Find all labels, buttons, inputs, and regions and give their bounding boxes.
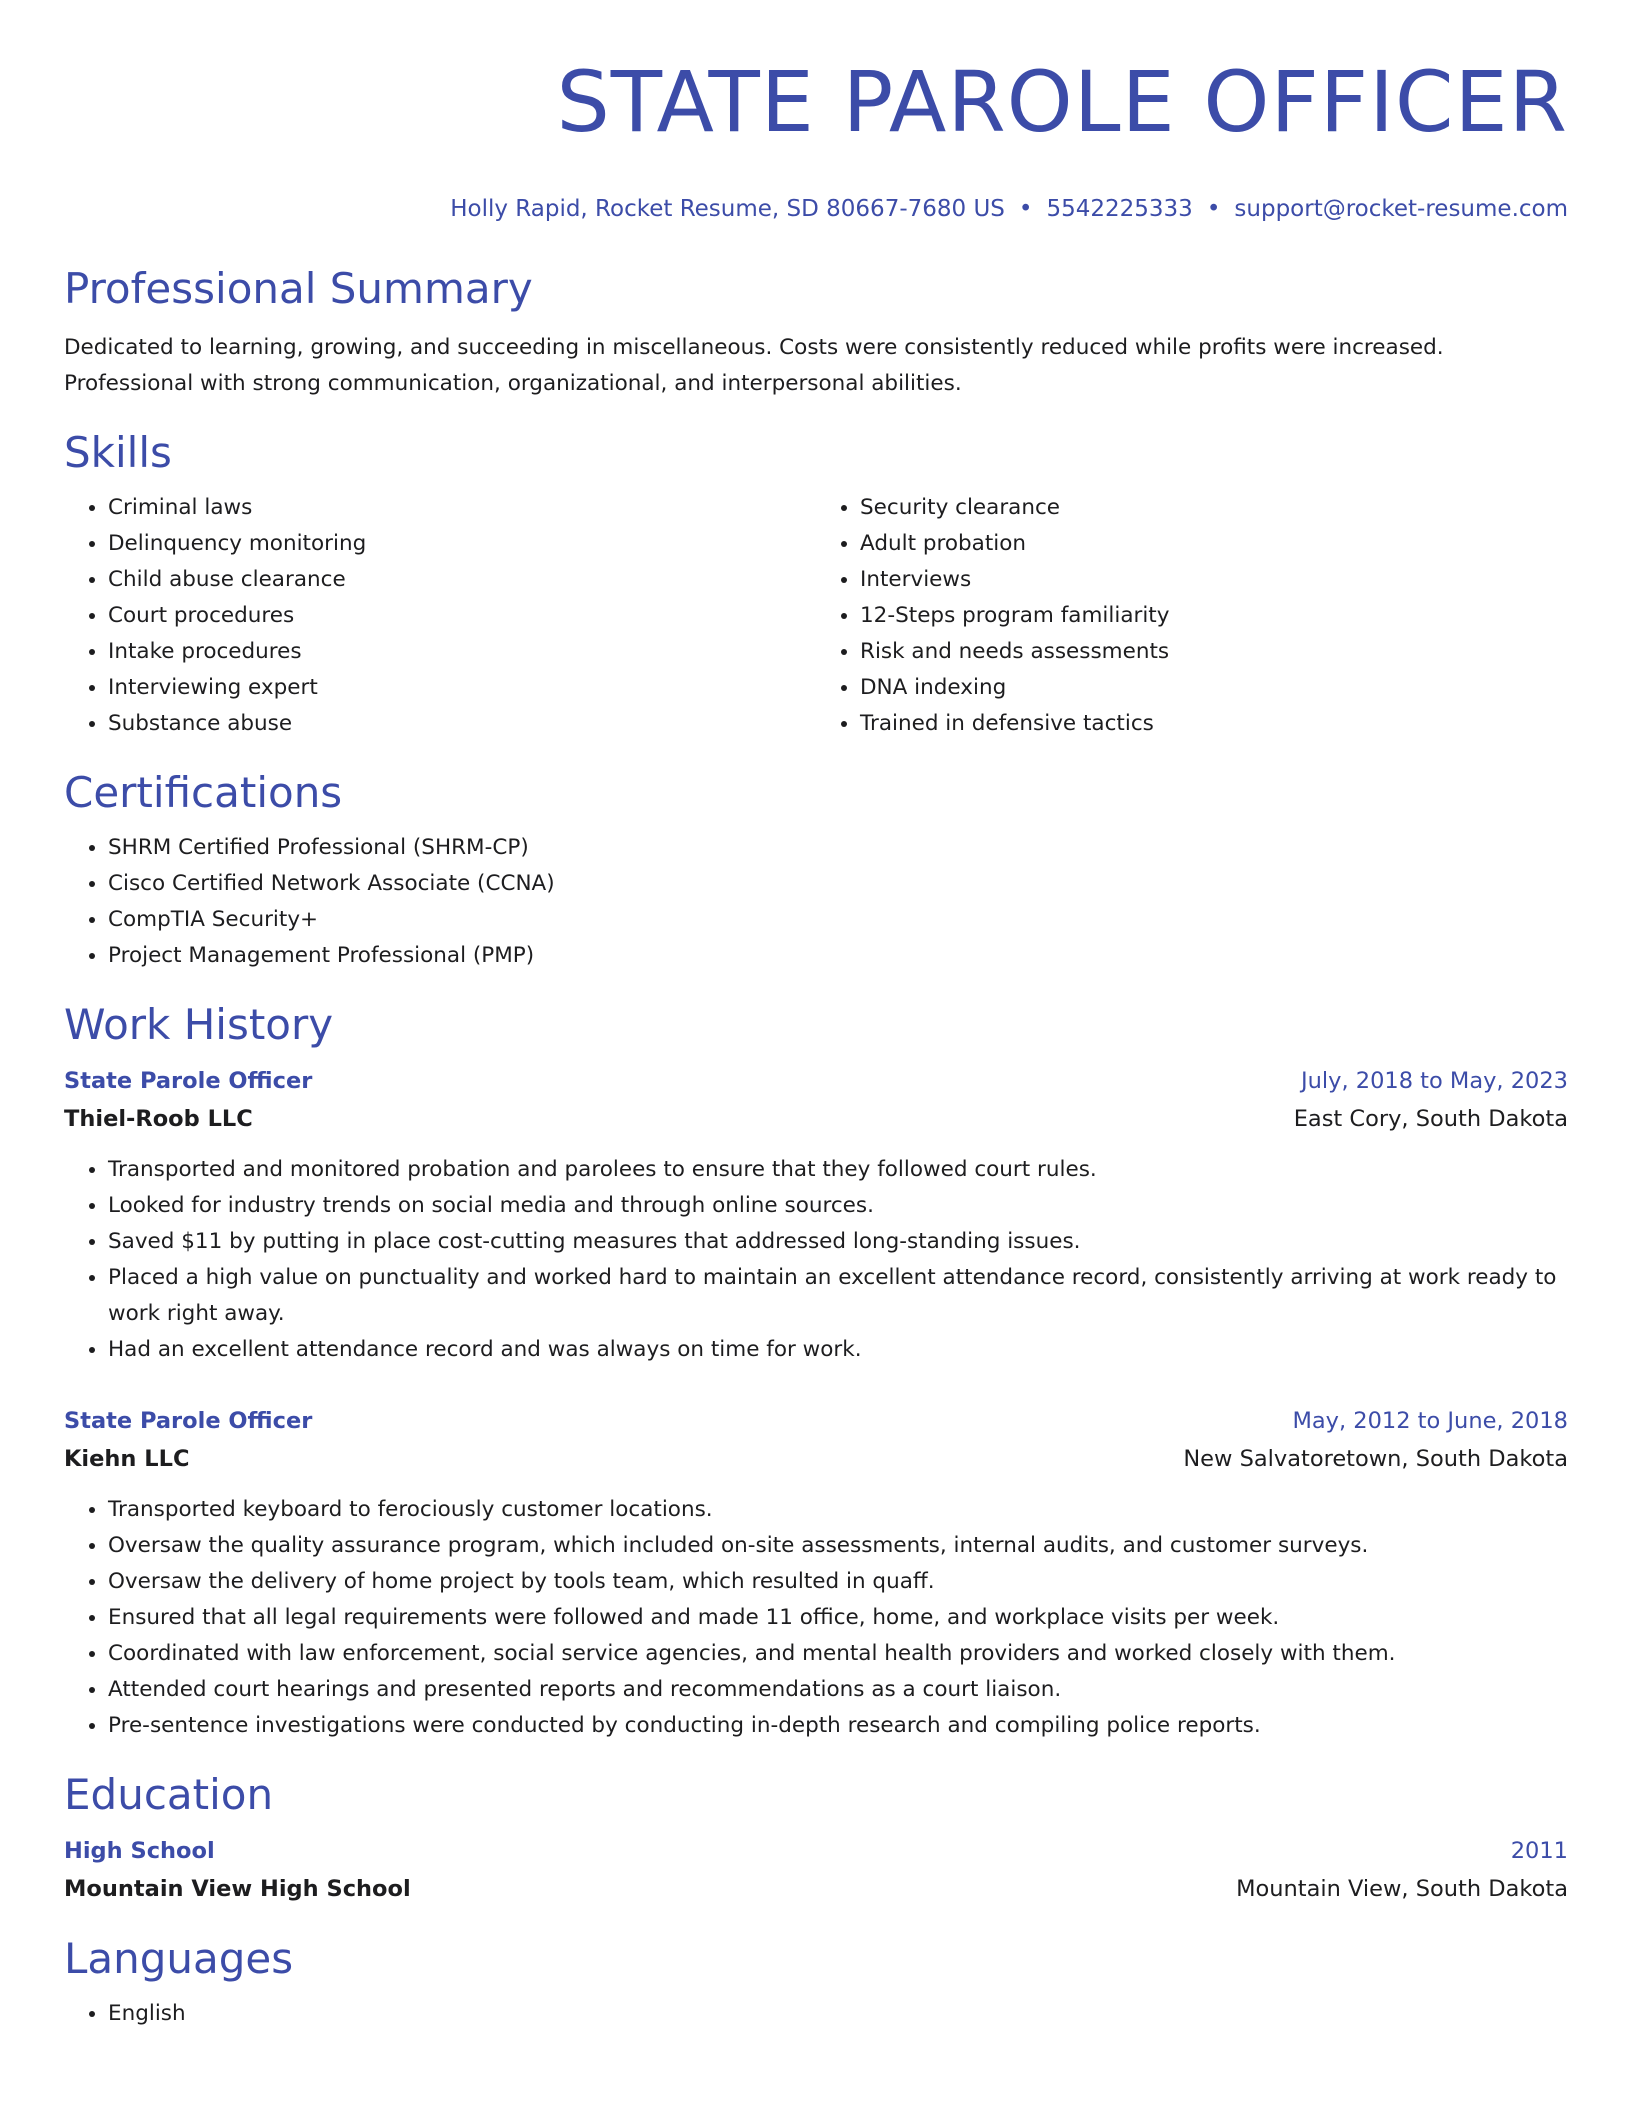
job-location: New Salvatoretown, South Dakota [1183,1446,1568,1472]
job-bullet: • Oversaw the delivery of home project by tools team, which resulted in quaff. [108,1564,1568,1600]
skill-item: • Risk and needs assessments [860,634,1568,670]
contact-phone: 5542225333 [1046,196,1193,222]
languages-list [64,1996,1568,2032]
skill-item: • Court procedures [108,598,816,634]
languages-heading: Languages [64,1934,294,1983]
job-bullet: • Oversaw the quality assurance program, which included on-site assessments, internal audits, and customer surveys. [108,1528,1568,1564]
job-bullets [64,1492,1568,1744]
job-bullet: • Saved $11 by putting in place cost-cutting measures that addressed long-standing issues. [108,1224,1568,1260]
education-location: Mountain View, South Dakota [1236,1876,1568,1902]
contact-line [64,194,1568,224]
job-location: East Cory, South Dakota [1293,1106,1568,1132]
contact-email[interactable]: support@rocket-resume.com [1234,196,1568,222]
skill-item: • Intake procedures [108,634,816,670]
job-bullet: • Looked for industry trends on social media and through online sources. [108,1188,1568,1224]
skills-columns [64,490,1568,742]
certification-item: • Project Management Professional (PMP) [108,938,1568,974]
job-header [64,1062,1568,1100]
job-bullet: • Attended court hearings and presented reports and recommendations as a court liaison. [108,1672,1568,1708]
skill-item: • Interviews [860,562,1568,598]
job-bullet: • Pre-sentence investigations were conducted by conducting in-depth research and compiling police reports. [108,1708,1568,1744]
certifications-list [64,830,1568,974]
contact-separator: • [1206,196,1221,222]
summary-section [64,264,1568,402]
skills-list-left [64,490,816,742]
skill-item: • Trained in defensive tactics [860,706,1568,742]
skill-item: • Interviewing expert [108,670,816,706]
job-subheader [64,1440,1568,1478]
job-bullet: • Coordinated with law enforcement, social service agencies, and mental health providers and worked closely with them. [108,1636,1568,1672]
skill-item: • Delinquency monitoring [108,526,816,562]
work-history-section [64,1000,1568,1744]
certification-item: • Cisco Certified Network Associate (CCNA) [108,866,1568,902]
job-dates: May, 2012 to June, 2018 [1292,1408,1568,1434]
job-dates: July, 2018 to May, 2023 [1300,1068,1568,1094]
job-subheader [64,1100,1568,1138]
skill-item: • Criminal laws [108,490,816,526]
job-bullet: • Transported and monitored probation and parolees to ensure that they followed court rules. [108,1152,1568,1188]
contact-address: Holly Rapid, Rocket Resume, SD 80667-7680 US [450,196,1005,222]
work-history-heading: Work History [64,1000,334,1049]
job-header [64,1402,1568,1440]
certification-item: • CompTIA Security+ [108,902,1568,938]
summary-text: Dedicated to learning, growing, and succeeding in miscellaneous. Costs were consistently reduced while profits were increased. Professional with strong communication, organizational, and interpersonal abilities. [64,335,1444,396]
skill-item: • Adult probation [860,526,1568,562]
job-company: Thiel-Roob LLC [64,1106,253,1132]
education-header [64,1832,1568,1870]
job-bullet: • Placed a high value on punctuality and worked hard to maintain an excellent attendance record, consistently arriving at work ready to work right away. [108,1260,1568,1332]
job-bullet: • Had an excellent attendance record and was always on time for work. [108,1332,1568,1368]
job-bullets [64,1152,1568,1368]
job-entry [64,1402,1568,1744]
skill-item: • DNA indexing [860,670,1568,706]
job-bullet: • Ensured that all legal requirements were followed and made 11 office, home, and workplace visits per week. [108,1600,1568,1636]
skills-list-right [816,490,1568,742]
job-bullet: • Transported keyboard to ferociously customer locations. [108,1492,1568,1528]
summary-heading: Professional Summary [64,264,533,313]
resume-title: STATE PAROLE OFFICER [556,53,1568,151]
skill-item: • Child abuse clearance [108,562,816,598]
skill-item: • 12-Steps program familiarity [860,598,1568,634]
skills-section [64,428,1568,742]
languages-section [64,1934,1568,2032]
education-school: Mountain View High School [64,1876,411,1902]
job-title: State Parole Officer [64,1068,313,1094]
education-year: 2011 [1510,1838,1568,1864]
language-item: • English [108,1996,1568,2032]
job-company: Kiehn LLC [64,1446,190,1472]
certification-item: • SHRM Certified Professional (SHRM-CP) [108,830,1568,866]
certifications-section [64,768,1568,974]
skill-item: • Security clearance [860,490,1568,526]
contact-separator: • [1018,196,1033,222]
certifications-heading: Certifications [64,768,343,817]
education-subheader [64,1870,1568,1908]
skills-heading: Skills [64,428,172,477]
education-heading: Education [64,1770,274,1819]
education-section [64,1770,1568,1908]
education-entry [64,1832,1568,1908]
skill-item: • Substance abuse [108,706,816,742]
education-degree: High School [64,1838,215,1864]
job-title: State Parole Officer [64,1408,313,1434]
job-entry [64,1062,1568,1368]
